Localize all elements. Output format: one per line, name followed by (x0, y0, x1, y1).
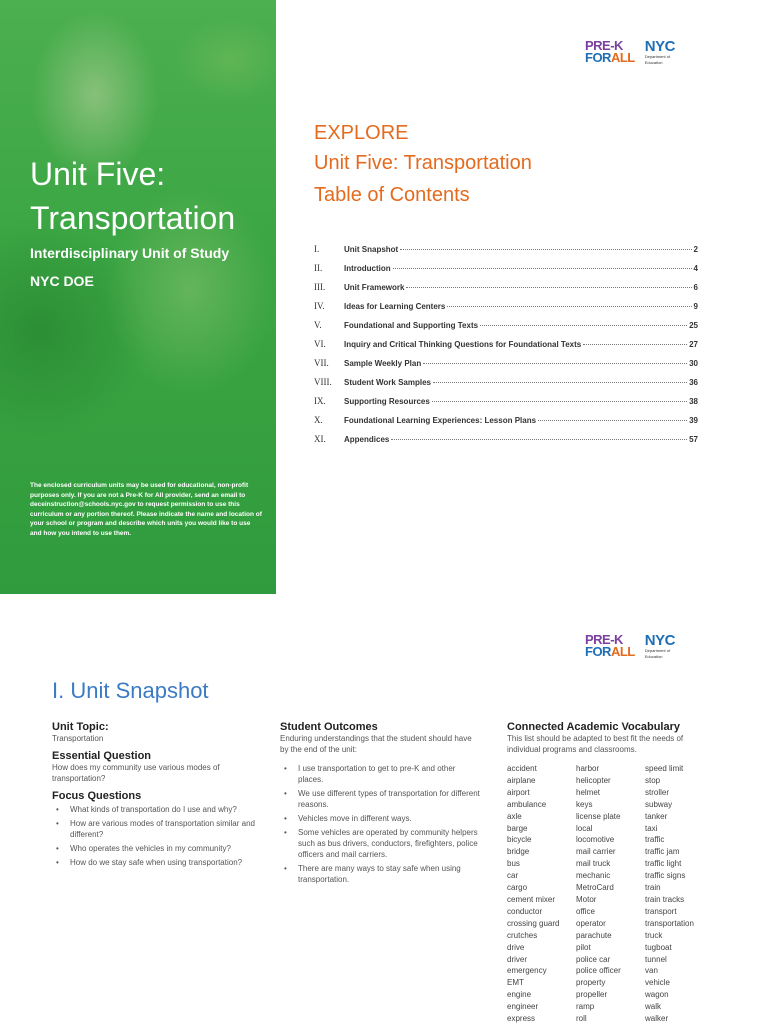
toc-page-number: 36 (689, 378, 698, 387)
vocabulary-word: harbor (576, 764, 600, 773)
vocabulary-word: tunnel (645, 954, 667, 964)
vocabulary-word: crutches (507, 930, 538, 940)
toc-row[interactable] (314, 320, 698, 339)
vocabulary-word: accident (507, 764, 537, 773)
student-outcomes-list (280, 763, 482, 885)
toc-label: Supporting Resources (344, 397, 430, 406)
vocabulary-word: office (576, 906, 595, 916)
vocabulary-word: MetroCard (576, 883, 614, 893)
toc-label: Unit Snapshot (344, 245, 399, 254)
vocabulary-word: mail carrier (576, 847, 616, 857)
vocabulary-word: barge (507, 823, 528, 833)
vocabulary-word: locomotive (576, 835, 615, 845)
list-item: • We use different types of transportation for different reasons. (280, 788, 482, 810)
vocabulary-word: pilot (576, 942, 591, 952)
vocabulary-word: drive (507, 942, 525, 952)
prek-for-all-logo (585, 634, 675, 659)
vocabulary-heading: Connected Academic Vocabulary (507, 721, 680, 733)
vocabulary-word: traffic jam (645, 847, 680, 857)
vocabulary-word: police car (576, 954, 611, 964)
vocabulary-word: parachute (576, 930, 612, 940)
vocabulary-word: tanker (645, 811, 668, 821)
essential-question: How does my community use various modes of transportation? (52, 763, 220, 783)
toc-row[interactable] (314, 434, 698, 453)
vocabulary-word: airplane (507, 775, 536, 785)
vocabulary-col-3 (645, 763, 715, 1024)
toc-label: Sample Weekly Plan (344, 359, 422, 368)
vocabulary-word: roll (576, 1014, 587, 1024)
toc-label: Introduction (344, 264, 391, 273)
vocabulary-word: walk (645, 1002, 662, 1012)
prek-for-all-logo (585, 40, 675, 65)
toc-number: V. (314, 320, 322, 330)
toc-number: II. (314, 263, 323, 273)
vocabulary-word: crossing guard (507, 918, 560, 928)
list-item: • Who operates the vehicles in my community? (52, 843, 264, 854)
toc-number: XI. (314, 434, 326, 444)
toc-title: Table of Contents (314, 184, 470, 206)
vocabulary-word: axle (507, 811, 522, 821)
vocabulary-word: express (507, 1014, 536, 1024)
vocabulary-word: police officer (576, 966, 621, 976)
vocabulary-intro: This list should be adapted to best fit the needs of individual programs and classrooms. (507, 734, 684, 754)
vocabulary-word: propeller (576, 990, 608, 1000)
vocabulary-word: bus (507, 859, 520, 869)
vocabulary-word: truck (645, 930, 663, 940)
vocabulary-word: train tracks (645, 894, 685, 904)
toc-leader (406, 287, 691, 288)
toc-label: Unit Framework (344, 283, 405, 292)
nyc-doe-logo (645, 634, 675, 659)
vocabulary-word: speed limit (645, 764, 684, 773)
cover-title (30, 152, 270, 240)
toc-leader (391, 439, 687, 440)
vocabulary-word: Motor (576, 894, 597, 904)
vocabulary-word: helmet (576, 787, 601, 797)
toc-label: Inquiry and Critical Thinking Questions for Foundational Texts (344, 340, 582, 349)
vocabulary-word: conductor (507, 906, 543, 916)
vocabulary-word: transport (645, 906, 677, 916)
nyc-wordmark: NYC (644, 632, 675, 649)
prek-all: ALL (610, 644, 635, 659)
toc-page-number: 27 (689, 340, 698, 349)
toc-number: X. (314, 415, 323, 425)
vocabulary-column (507, 721, 717, 1024)
toc-page-number: 38 (689, 397, 698, 406)
toc-number: IX. (314, 396, 326, 406)
toc-number: I. (314, 244, 320, 254)
toc-leader (433, 382, 687, 383)
focus-questions-heading: Focus Questions (52, 790, 142, 802)
toc-page-number: 2 (693, 245, 698, 254)
toc-leader (538, 420, 687, 421)
vocabulary-word: traffic light (645, 859, 682, 869)
unit-topic-heading: Unit Topic: (52, 721, 109, 733)
vocabulary-word: car (507, 871, 519, 881)
vocabulary-col-1 (507, 763, 576, 1024)
prek-wordmark (585, 634, 635, 658)
toc-page-number: 6 (693, 283, 698, 292)
toc-leader (447, 306, 691, 307)
nyc-doe-logo (645, 40, 675, 65)
toc-number: VII. (314, 358, 329, 368)
list-item: • How do we stay safe when using transportation? (52, 857, 264, 868)
explore-label: EXPLORE (314, 122, 409, 144)
vocabulary-list (507, 763, 717, 1024)
unit-snapshot-page (0, 594, 768, 1024)
toc-row[interactable] (314, 396, 698, 415)
dept-line1: Department of (644, 54, 671, 59)
student-outcomes-intro: Enduring understandings that the student should have by the end of the unit: (280, 734, 472, 754)
prek-line1: PRE-K (585, 632, 623, 647)
student-outcomes-column (280, 721, 482, 888)
toc-leader (400, 249, 691, 250)
toc-number: IV. (314, 301, 325, 311)
toc-row[interactable] (314, 339, 698, 358)
vocabulary-word: walker (645, 1014, 669, 1024)
toc-label: Foundational Learning Experiences: Lesson Plans (344, 416, 537, 425)
vocabulary-word: taxi (645, 823, 658, 833)
toc-leader (583, 344, 687, 345)
prek-line1: PRE-K (585, 38, 623, 53)
toc-leader (393, 268, 692, 269)
vocabulary-word: keys (576, 799, 593, 809)
prek-line2 (585, 646, 635, 658)
prek-line2 (585, 52, 635, 64)
vocabulary-word: stop (645, 775, 661, 785)
toc-label: Foundational and Supporting Texts (344, 321, 479, 330)
prek-all: ALL (610, 50, 635, 65)
toc-page-number: 39 (689, 416, 698, 425)
vocabulary-word: bridge (507, 847, 530, 857)
cover-title-line1: Unit Five: (30, 156, 166, 192)
dept-line1: Department of (644, 648, 671, 653)
prek-for: FOR (585, 50, 611, 65)
dept-line2: Education (644, 653, 663, 659)
list-item: • How are various modes of transportation similar and different? (52, 818, 264, 840)
section-title: I. Unit Snapshot (52, 678, 209, 703)
toc-row[interactable] (314, 301, 698, 320)
toc-label: Ideas for Learning Centers (344, 302, 446, 311)
vocabulary-word: van (645, 966, 658, 976)
vocabulary-word: subway (645, 799, 673, 809)
vocabulary-word: vehicle (645, 978, 670, 988)
focus-questions-list (52, 804, 264, 868)
vocabulary-word: cargo (507, 883, 528, 893)
toc-row[interactable] (314, 415, 698, 434)
toc-page-number: 57 (689, 435, 698, 444)
vocabulary-word: cement mixer (507, 894, 556, 904)
vocabulary-word: driver (507, 954, 528, 964)
vocabulary-word: transportation (645, 918, 694, 928)
list-item: • What kinds of transportation do I use and why? (52, 804, 264, 815)
vocabulary-word: emergency (507, 966, 547, 976)
unit-title: Unit Five: Transportation (314, 152, 532, 174)
toc-leader (480, 325, 687, 326)
toc-page-number: 4 (693, 264, 698, 273)
vocabulary-word: mail truck (576, 859, 611, 869)
vocabulary-word: traffic (645, 835, 665, 845)
toc-row[interactable] (314, 358, 698, 377)
vocabulary-word: operator (576, 918, 606, 928)
cover-org: NYC DOE (30, 273, 94, 289)
toc-label: Student Work Samples (344, 378, 431, 387)
vocabulary-word: engineer (507, 1002, 539, 1012)
vocabulary-word: engine (507, 990, 532, 1000)
vocabulary-word: EMT (507, 978, 524, 988)
table-of-contents (314, 244, 698, 453)
unit-topic-value: Transportation (52, 734, 104, 743)
list-item: • There are many ways to stay safe when using transportation. (280, 863, 482, 885)
toc-leader (432, 401, 687, 402)
unit-topic-column (52, 721, 264, 871)
toc-row[interactable] (314, 263, 698, 282)
list-item: • Vehicles move in different ways. (280, 813, 482, 824)
dept-line2: Education (644, 59, 663, 65)
list-item: • Some vehicles are operated by community helpers such as bus drivers, conductors, firefighters, police officers and mail carriers. (280, 827, 482, 860)
prek-wordmark (585, 40, 635, 64)
toc-page-number: 9 (693, 302, 698, 311)
vocabulary-word: train (645, 883, 661, 893)
vocabulary-word: property (576, 978, 606, 988)
vocabulary-word: tugboat (645, 942, 672, 952)
vocabulary-word: bicycle (507, 835, 532, 845)
student-outcomes-heading: Student Outcomes (280, 721, 378, 733)
vocabulary-word: traffic signs (645, 871, 686, 881)
toc-number: VIII. (314, 377, 332, 387)
toc-row[interactable] (314, 377, 698, 396)
usage-note: The enclosed curriculum units may be used for educational, non-profit purposes only. If you are not a Pre-K for All provider, send an email to deceinstruction@schools.nyc.gov to request permission to use this curriculum or any portion thereof. Please indicate the name and location of your school or program and describe which units you would like to use and how you intend to use them. (30, 482, 262, 537)
essential-question-heading: Essential Question (52, 750, 152, 762)
toc-number: III. (314, 282, 326, 292)
vocabulary-word: stroller (645, 787, 670, 797)
nyc-wordmark: NYC (644, 38, 675, 55)
toc-page-number: 25 (689, 321, 698, 330)
vocabulary-word: helicopter (576, 775, 611, 785)
cover-title-line2: Transportation (30, 200, 236, 236)
vocabulary-word: wagon (645, 990, 669, 1000)
prek-for: FOR (585, 644, 611, 659)
vocabulary-word: mechanic (576, 871, 611, 881)
vocabulary-word: local (576, 823, 593, 833)
toc-label: Appendices (344, 435, 390, 444)
toc-leader (423, 363, 687, 364)
cover-panel (0, 0, 276, 594)
vocabulary-word: ambulance (507, 799, 547, 809)
vocabulary-word: license plate (576, 811, 621, 821)
toc-page-number: 30 (689, 359, 698, 368)
vocabulary-col-2 (576, 763, 645, 1024)
toc-row[interactable] (314, 282, 698, 301)
cover-subtitle: Interdisciplinary Unit of Study (30, 245, 230, 261)
toc-number: VI. (314, 339, 326, 349)
toc-row[interactable] (314, 244, 698, 263)
vocabulary-word: airport (507, 787, 530, 797)
list-item: • I use transportation to get to pre-K and other places. (280, 763, 482, 785)
vocabulary-word: ramp (576, 1002, 595, 1012)
